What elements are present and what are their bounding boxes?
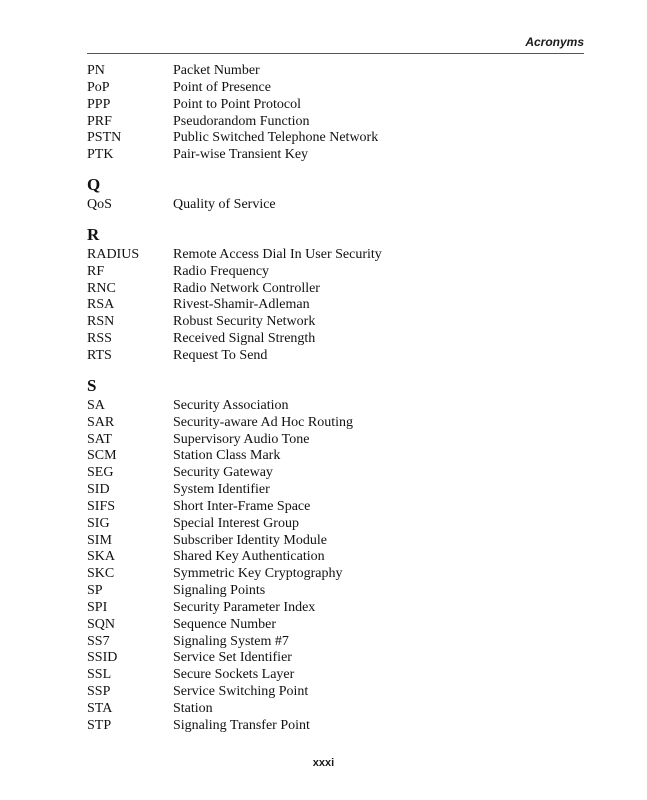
acronym-abbreviation: PoP — [87, 79, 110, 95]
acronym-entry — [87, 583, 584, 600]
acronym-entry — [87, 448, 584, 465]
acronym-expansion: Pair-wise Transient Key — [173, 147, 309, 163]
acronym-abbreviation: PPP — [87, 96, 111, 112]
acronym-section — [87, 223, 584, 365]
acronym-entry — [87, 281, 584, 298]
acronym-abbreviation: RTS — [87, 347, 112, 363]
acronym-expansion: Signaling Transfer Point — [173, 717, 310, 733]
acronym-abbreviation: RSN — [87, 314, 115, 330]
acronym-abbreviation: SSP — [87, 684, 111, 700]
acronym-expansion: Public Switched Telephone Network — [173, 130, 379, 146]
acronym-expansion: Packet Number — [173, 63, 260, 78]
acronym-expansion: Robust Security Network — [173, 314, 316, 330]
acronym-entry — [87, 650, 584, 667]
acronym-expansion: Radio Frequency — [173, 263, 270, 279]
acronym-expansion: Short Inter-Frame Space — [173, 498, 311, 514]
acronym-entry — [87, 247, 584, 264]
acronym-entry — [87, 516, 584, 533]
acronym-expansion: Security Parameter Index — [173, 599, 316, 615]
acronym-expansion: Quality of Service — [173, 197, 276, 213]
acronym-expansion: Remote Access Dial In User Security — [173, 246, 382, 262]
acronym-expansion: Station Class Mark — [173, 448, 281, 464]
acronym-entry — [87, 566, 584, 583]
acronym-expansion: Signaling Points — [173, 583, 266, 599]
acronym-expansion: Request To Send — [173, 347, 268, 363]
acronym-abbreviation: SPI — [87, 599, 108, 615]
acronym-abbreviation: SID — [87, 482, 110, 498]
acronym-abbreviation: SSID — [87, 650, 118, 666]
page-number: xxxi — [312, 757, 335, 769]
acronym-abbreviation: RF — [87, 263, 105, 279]
acronym-entry — [87, 97, 584, 114]
acronym-abbreviation: SS7 — [87, 633, 110, 649]
acronym-entry — [87, 415, 584, 432]
acronym-abbreviation: PRF — [87, 113, 112, 129]
acronym-abbreviation: QoS — [87, 197, 112, 213]
acronym-entry — [87, 80, 584, 97]
acronym-entry — [87, 130, 584, 147]
acronym-abbreviation: RSS — [87, 331, 112, 347]
acronym-abbreviation: RADIUS — [87, 246, 140, 262]
acronym-expansion: Point to Point Protocol — [173, 96, 301, 112]
acronym-expansion: Security Association — [173, 397, 289, 413]
section-letter-heading: R — [87, 224, 100, 244]
acronym-abbreviation: SKC — [87, 566, 115, 582]
acronym-entry — [87, 297, 584, 314]
acronym-abbreviation: SQN — [87, 616, 116, 632]
acronym-entry — [87, 482, 584, 499]
acronym-expansion: Station — [173, 701, 213, 716]
acronym-entry — [87, 465, 584, 482]
acronym-abbreviation: SAR — [87, 414, 115, 430]
acronym-abbreviation: SAT — [87, 431, 112, 447]
acronym-entry — [87, 617, 584, 634]
acronym-abbreviation: SIM — [87, 532, 112, 548]
acronym-abbreviation: PN — [87, 63, 105, 78]
acronym-abbreviation: SP — [87, 583, 103, 599]
acronym-expansion: Symmetric Key Cryptography — [173, 566, 343, 582]
acronym-abbreviation: SCM — [87, 448, 117, 464]
acronym-entry — [87, 667, 584, 684]
acronym-entry — [87, 348, 584, 365]
acronym-expansion: Point of Presence — [173, 79, 271, 95]
acronym-entry — [87, 499, 584, 516]
acronym-expansion: Received Signal Strength — [173, 331, 316, 347]
acronym-entry — [87, 63, 584, 80]
acronym-abbreviation: SSL — [87, 667, 112, 683]
acronym-entry — [87, 634, 584, 651]
acronym-entry — [87, 684, 584, 701]
acronym-expansion: Service Switching Point — [173, 684, 309, 700]
acronym-section — [87, 173, 584, 214]
acronym-expansion: Pseudorandom Function — [173, 113, 310, 129]
acronym-expansion: Signaling System #7 — [173, 633, 289, 649]
acronym-expansion: Service Set Identifier — [173, 650, 292, 666]
acronym-entry — [87, 331, 584, 348]
acronym-expansion: Subscriber Identity Module — [173, 532, 327, 548]
acronym-expansion: Shared Key Authentication — [173, 549, 325, 565]
acronym-entry — [87, 549, 584, 566]
acronym-section — [87, 374, 584, 735]
acronym-abbreviation: RNC — [87, 280, 116, 296]
acronym-expansion: Radio Network Controller — [173, 280, 320, 296]
acronym-entry — [87, 432, 584, 449]
acronym-abbreviation: PSTN — [87, 130, 122, 146]
running-head: Acronyms — [525, 35, 584, 49]
acronym-expansion: Sequence Number — [173, 616, 277, 632]
acronym-list — [87, 63, 584, 735]
acronym-abbreviation: SIFS — [87, 498, 116, 514]
acronym-entry — [87, 314, 584, 331]
acronym-expansion: Secure Sockets Layer — [173, 667, 295, 683]
acronym-entry — [87, 147, 584, 164]
acronym-abbreviation: PTK — [87, 147, 114, 163]
section-letter-heading: S — [87, 375, 97, 395]
acronym-expansion: System Identifier — [173, 482, 270, 498]
acronym-abbreviation: RSA — [87, 297, 115, 313]
section-letter-heading: Q — [87, 175, 101, 195]
acronym-abbreviation: SA — [87, 397, 105, 413]
acronym-expansion: Supervisory Audio Tone — [173, 431, 310, 447]
acronym-entry — [87, 398, 584, 415]
acronym-entry — [87, 718, 584, 735]
acronym-expansion: Rivest-Shamir-Adleman — [173, 297, 310, 313]
acronym-entry — [87, 114, 584, 131]
acronym-abbreviation: SEG — [87, 465, 114, 481]
header-rule — [87, 53, 584, 54]
acronym-expansion: Security Gateway — [173, 465, 273, 481]
acronym-entry — [87, 197, 584, 214]
acronym-expansion: Security-aware Ad Hoc Routing — [173, 414, 354, 430]
acronym-abbreviation: SKA — [87, 549, 116, 565]
acronym-abbreviation: SIG — [87, 515, 110, 531]
acronym-entry — [87, 533, 584, 550]
acronym-section — [87, 63, 584, 164]
acronym-entry — [87, 600, 584, 617]
acronym-expansion: Special Interest Group — [173, 515, 299, 531]
acronym-entry — [87, 264, 584, 281]
acronym-abbreviation: STA — [87, 701, 113, 716]
acronym-abbreviation: STP — [87, 717, 112, 733]
acronym-entry — [87, 701, 584, 718]
